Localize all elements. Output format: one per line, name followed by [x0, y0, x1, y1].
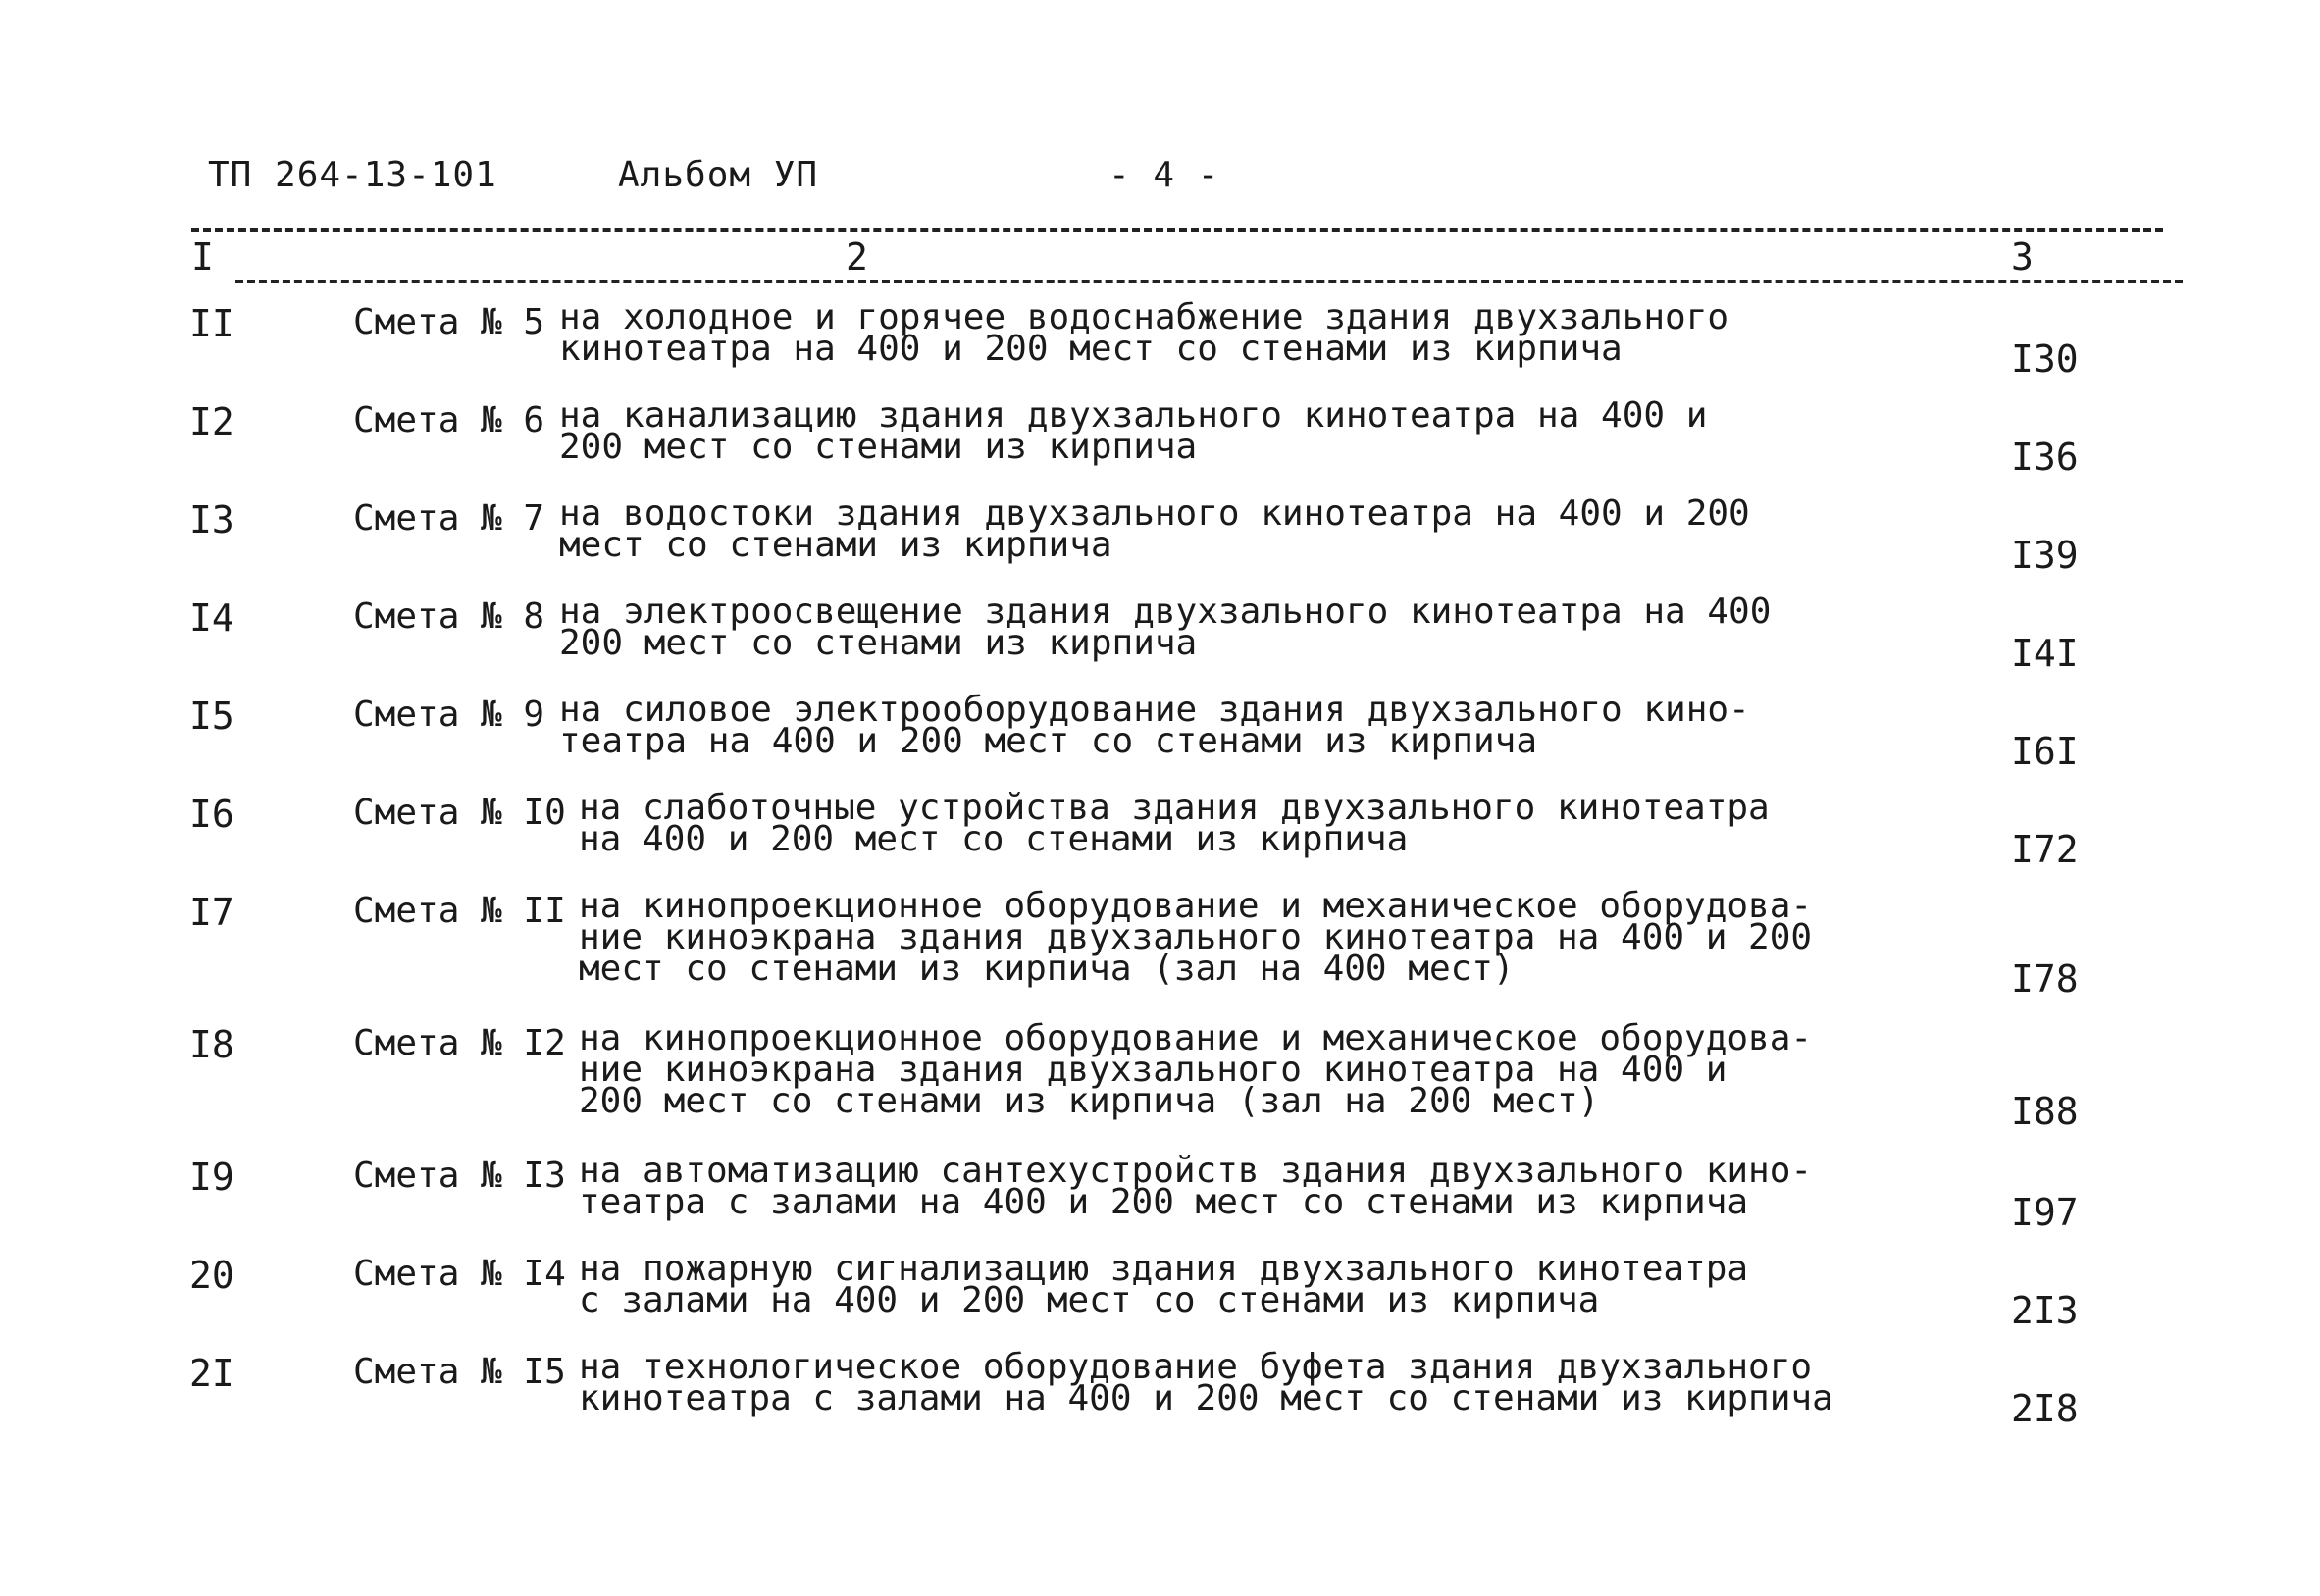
item-number: I7 — [189, 891, 234, 934]
estimate-label: Смета № I0 — [353, 793, 566, 833]
description-line: 200 мест со стенами из кирпича — [559, 427, 1198, 467]
album-title: Альбом УП — [618, 155, 819, 195]
page-reference: I39 — [2011, 534, 2079, 577]
estimate-description — [579, 1347, 1833, 1418]
item-number: 20 — [189, 1254, 234, 1297]
description-line: ние киноэкрана здания двухзального кинотеатра на 400 и — [579, 1050, 1727, 1090]
estimate-label: Смета № II — [353, 891, 566, 931]
estimate-description — [579, 788, 1770, 859]
estimate-description — [559, 395, 1708, 467]
page-reference: I30 — [2011, 337, 2079, 381]
list-item — [0, 1015, 2320, 1143]
description-line: 200 мест со стенами из кирпича (зал на 200 мест) — [579, 1081, 1600, 1121]
top-divider — [191, 228, 2163, 232]
list-item — [0, 883, 2320, 1010]
estimate-label: Смета № 7 — [353, 498, 545, 539]
description-line: 200 мест со стенами из кирпича — [559, 623, 1198, 663]
estimate-label: Смета № I3 — [353, 1156, 566, 1196]
item-number: I8 — [189, 1023, 234, 1066]
estimate-label: Смета № 9 — [353, 695, 545, 735]
description-line: ние киноэкрана здания двухзального кинотеатра на 400 и 200 — [579, 917, 1813, 957]
page-reference: 2I3 — [2011, 1289, 2079, 1332]
description-line: на кинопроекционное оборудование и механическое оборудова- — [579, 886, 1813, 926]
estimate-description — [559, 493, 1750, 565]
estimate-label: Смета № 5 — [353, 302, 545, 342]
document-code: ТП 264-13-101 — [208, 155, 497, 195]
list-item — [0, 1344, 2320, 1471]
item-number: I6 — [189, 793, 234, 836]
description-line: кинотеатра с залами на 400 и 200 мест со стенами из кирпича — [579, 1378, 1833, 1418]
estimate-description — [579, 1018, 1813, 1121]
description-line: с залами на 400 и 200 мест со стенами из кирпича — [579, 1280, 1600, 1320]
description-line: на технологическое оборудование буфета здания двухзального — [579, 1347, 1813, 1387]
item-number: I3 — [189, 498, 234, 541]
item-number: I2 — [189, 400, 234, 443]
description-line: мест со стенами из кирпича — [559, 525, 1112, 565]
item-number: II — [189, 302, 234, 345]
estimate-description — [579, 1249, 1749, 1320]
description-line: на слаботочные устройства здания двухзального кинотеатра — [579, 788, 1770, 828]
page-reference: 2I8 — [2011, 1387, 2079, 1430]
description-line: на электроосвещение здания двухзального кинотеатра на 400 — [559, 592, 1772, 632]
page-reference: I88 — [2011, 1090, 2079, 1133]
estimate-label: Смета № 8 — [353, 596, 545, 637]
column-2-header: 2 — [846, 235, 868, 279]
description-line: на 400 и 200 мест со стенами из кирпича — [579, 819, 1409, 859]
estimate-description — [579, 1151, 1813, 1222]
page-reference: I4I — [2011, 632, 2079, 675]
description-line: театра на 400 и 200 мест со стенами из кирпича — [559, 721, 1537, 761]
description-line: мест со стенами из кирпича (зал на 400 мест) — [579, 949, 1515, 989]
page-reference: I36 — [2011, 436, 2079, 479]
estimate-description — [559, 592, 1772, 663]
page-reference: I78 — [2011, 957, 2079, 1001]
item-number: I5 — [189, 695, 234, 738]
description-line: на холодное и горячее водоснабжение здания двухзального — [559, 297, 1729, 337]
page-reference: I97 — [2011, 1191, 2079, 1234]
estimate-description — [579, 886, 1813, 989]
description-line: кинотеатра на 400 и 200 мест со стенами из кирпича — [559, 329, 1623, 369]
item-number: 2I — [189, 1352, 234, 1395]
page-number: - 4 - — [1108, 155, 1220, 195]
estimate-label: Смета № I5 — [353, 1352, 566, 1392]
header-divider — [235, 280, 2183, 283]
column-1-header: I — [191, 235, 214, 279]
description-line: на канализацию здания двухзального кинотеатра на 400 и — [559, 395, 1708, 436]
description-line: на пожарную сигнализацию здания двухзального кинотеатра — [579, 1249, 1749, 1289]
description-line: на кинопроекционное оборудование и механическое оборудова- — [579, 1018, 1813, 1058]
estimate-label: Смета № I2 — [353, 1023, 566, 1063]
item-number: I9 — [189, 1156, 234, 1199]
estimate-description — [559, 297, 1729, 369]
description-line: на автоматизацию сантехустройств здания двухзального кино- — [579, 1151, 1813, 1191]
item-number: I4 — [189, 596, 234, 640]
page-reference: I72 — [2011, 828, 2079, 871]
column-3-header: 3 — [2011, 235, 2034, 279]
estimate-label: Смета № I4 — [353, 1254, 566, 1294]
estimate-label: Смета № 6 — [353, 400, 545, 440]
description-line: театра с залами на 400 и 200 мест со стенами из кирпича — [579, 1182, 1749, 1222]
estimate-description — [559, 690, 1750, 761]
description-line: на водостоки здания двухзального кинотеатра на 400 и 200 — [559, 493, 1750, 534]
description-line: на силовое электрооборудование здания двухзального кино- — [559, 690, 1750, 730]
page-reference: I6I — [2011, 730, 2079, 773]
